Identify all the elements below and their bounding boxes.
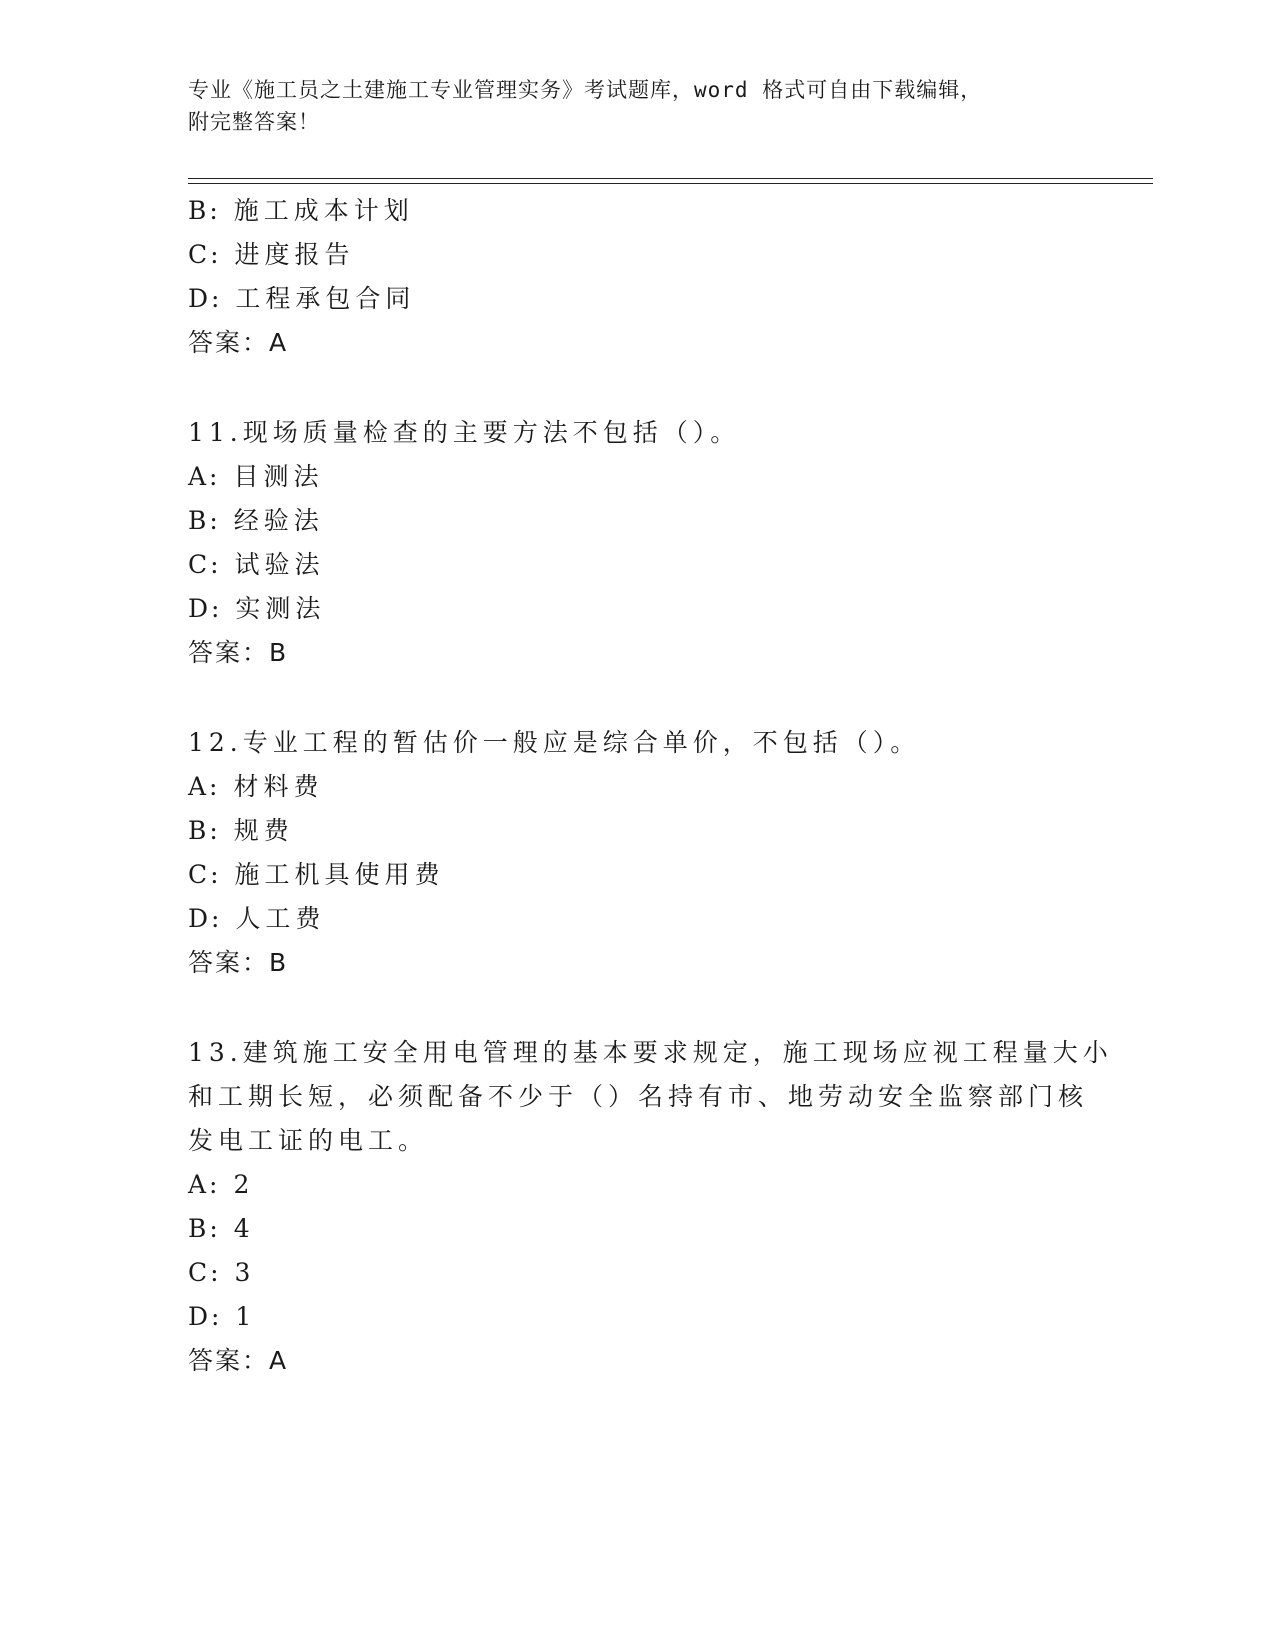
option-item (188, 1214, 255, 1244)
option-item (188, 284, 415, 314)
option-item (188, 594, 325, 624)
option-item (188, 240, 355, 270)
option-label: A: (188, 462, 221, 491)
option-item (188, 1302, 256, 1332)
header-line-1: 专业《施工员之土建施工专业管理实务》考试题库，word 格式可自由下载编辑， (188, 78, 983, 102)
option-item (188, 196, 414, 226)
answer-line: 答案：B (188, 638, 289, 667)
option-text: 4 (233, 1214, 255, 1243)
option-label: C: (188, 550, 222, 579)
header-line-2: 附完整答案！ (188, 110, 320, 134)
option-item (188, 550, 325, 580)
question-stem: 11.现场质量检查的主要方法不包括（）。 (188, 418, 741, 447)
answer-line: 答案：A (188, 328, 289, 357)
option-item (188, 816, 294, 846)
option-label: A: (188, 772, 221, 801)
option-label: D: (188, 284, 223, 313)
option-item (188, 904, 325, 934)
question-stem-line: 和工期长短，必须配备不少于（）名持有市、地劳动安全监察部门核 (188, 1082, 1089, 1111)
header-divider-top (188, 178, 1153, 179)
option-label: C: (188, 860, 222, 889)
option-label: B: (188, 1214, 221, 1243)
option-text: 进度报告 (234, 240, 355, 269)
option-text: 人工费 (235, 904, 326, 933)
option-item (188, 860, 445, 890)
option-item (188, 506, 324, 536)
option-item (188, 772, 323, 802)
answer-line: 答案：B (188, 948, 289, 977)
option-label: B: (188, 196, 221, 225)
option-label: D: (188, 594, 223, 623)
option-text: 工程承包合同 (235, 284, 416, 313)
question-stem: 12.专业工程的暂估价一般应是综合单价，不包括（）。 (188, 728, 921, 757)
option-text: 施工成本计划 (233, 196, 414, 225)
option-text: 目测法 (233, 462, 324, 491)
option-label: B: (188, 816, 221, 845)
header-divider-bottom (188, 183, 1153, 184)
option-label: C: (188, 1258, 222, 1287)
option-item (188, 1258, 255, 1288)
option-text: 实测法 (235, 594, 326, 623)
option-label: B: (188, 506, 221, 535)
option-text: 施工机具使用费 (234, 860, 445, 889)
option-text: 材料费 (233, 772, 324, 801)
question-stem-line: 发电工证的电工。 (188, 1126, 429, 1155)
answer-line: 答案：A (188, 1346, 289, 1375)
option-label: D: (188, 904, 223, 933)
option-text: 经验法 (233, 506, 324, 535)
option-label: D: (188, 1302, 223, 1331)
option-item (188, 1170, 254, 1200)
option-text: 3 (234, 1258, 256, 1287)
option-text: 2 (233, 1170, 255, 1199)
option-text: 1 (235, 1302, 257, 1331)
option-text: 规费 (233, 816, 294, 845)
question-stem-line: 13.建筑施工安全用电管理的基本要求规定，施工现场应视工程量大小 (188, 1038, 1113, 1067)
document-header (188, 74, 1088, 138)
option-label: A: (188, 1170, 221, 1199)
option-item (188, 462, 323, 492)
option-text: 试验法 (234, 550, 325, 579)
option-label: C: (188, 240, 222, 269)
